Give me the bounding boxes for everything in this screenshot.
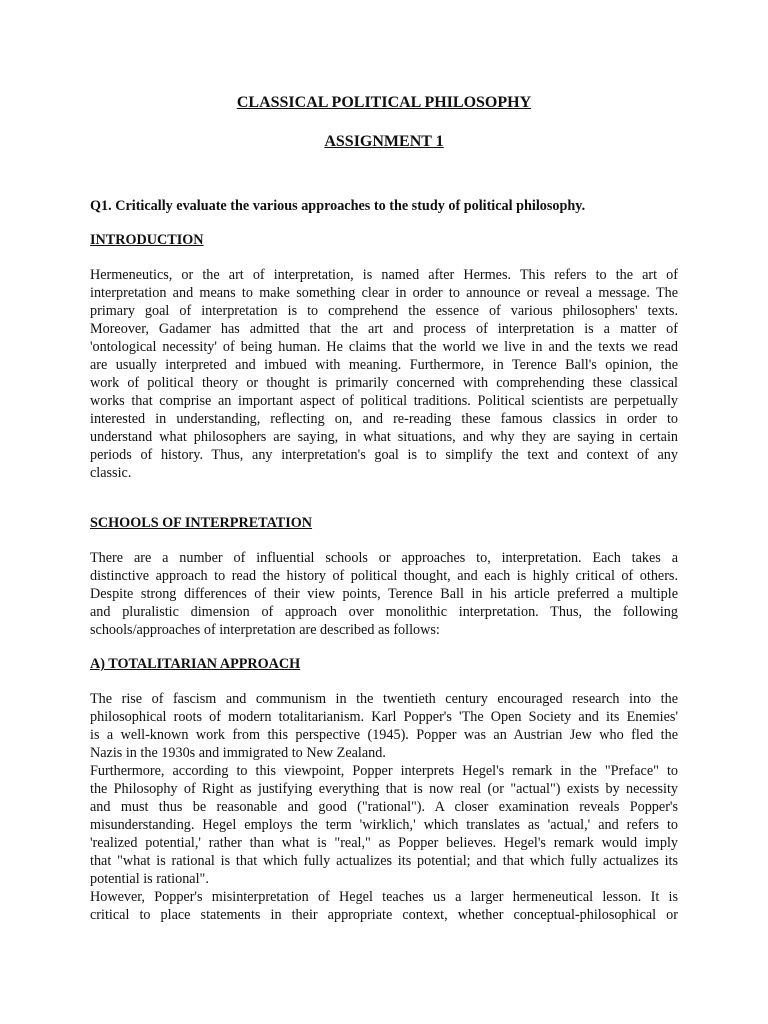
document-title: CLASSICAL POLITICAL PHILOSOPHY [236, 94, 532, 111]
text-line: and pluralistic dimension of approach over monolithic interpretation. Thus, the following [90, 604, 678, 620]
text-line: interested in understanding, reflecting on, and re-reading these famous classics in order to [90, 411, 678, 427]
text-line: that "what is rational is that which fully actualizes its potential; and that which fully actualizes its [90, 853, 678, 869]
text-line: distinctive approach to read the history of political thought, and each is highly critical of others. [90, 568, 678, 584]
question-text: Q1. Critically evaluate the various approaches to the study of political philosophy. [90, 198, 586, 214]
section-heading-totalitarian: A) TOTALITARIAN APPROACH [90, 656, 301, 672]
text-line: understand what philosophers are saying, in what situations, and why they are saying in certain [90, 429, 678, 445]
text-line: The rise of fascism and communism in the twentieth century encouraged research into the [90, 691, 678, 707]
paragraph-totalitarian [90, 690, 678, 924]
text-line: are usually interpreted and imbued with meaning. Furthermore, in Terence Ball's opinion, the [90, 357, 678, 373]
section-heading-schools: SCHOOLS OF INTERPRETATION [90, 515, 313, 531]
text-line: 'ontological necessity' of being human. He claims that the world we live in and the texts we read [90, 339, 678, 355]
text-line: classic. [90, 465, 132, 481]
text-line: the Philosophy of Right as justifying everything that is now real (or "actual") exists by necessity [90, 781, 678, 797]
text-line: schools/approaches of interpretation are described as follows: [90, 622, 440, 638]
text-line: potential is rational". [90, 871, 209, 887]
text-line: critical to place statements in their appropriate context, whether conceptual-philosophical or [90, 907, 678, 923]
text-line: philosophical roots of modern totalitarianism. Karl Popper's 'The Open Society and its Enemies' [90, 709, 678, 725]
text-line: and must thus be reasonable and good ("rational"). A closer examination reveals Popper's [90, 799, 678, 815]
paragraph-introduction [90, 266, 678, 482]
paragraph-schools [90, 549, 678, 639]
text-line: However, Popper's misinterpretation of Hegel teaches us a larger hermeneutical lesson. It is [90, 889, 678, 905]
section-heading-introduction: INTRODUCTION [90, 232, 204, 248]
assignment-title: ASSIGNMENT 1 [324, 133, 444, 150]
text-line: is a well-known work from this perspective (1945). Popper was an Austrian Jew who fled the [90, 727, 678, 743]
text-line: periods of history. Thus, any interpretation's goal is to simplify the text and context of any [90, 447, 678, 463]
text-line: Furthermore, according to this viewpoint, Popper interprets Hegel's remark in the "Preface" to [90, 763, 678, 779]
text-line: Nazis in the 1930s and immigrated to New Zealand. [90, 745, 386, 761]
text-line: 'realized potential,' rather than what is "real," as Popper believes. Hegel's remark would imply [90, 835, 678, 851]
text-line: works that comprise an important aspect of political traditions. Political scientists are perpetually [90, 393, 678, 409]
text-line: Despite strong differences of their view points, Terence Ball in his article preferred a multiple [90, 586, 678, 602]
text-line: misunderstanding. Hegel employs the term 'wirklich,' which translates as 'actual,' and refers to [90, 817, 678, 833]
text-line: There are a number of influential schools or approaches to, interpretation. Each takes a [90, 550, 678, 566]
text-line: work of political theory or thought is primarily concerned with comprehending these classical [90, 375, 678, 391]
text-line: primary goal of interpretation is to comprehend the essence of various philosophers' texts. [90, 303, 678, 319]
text-line: interpretation and means to make something clear in order to announce or reveal a message. The [90, 285, 678, 301]
text-line: Moreover, Gadamer has admitted that the art and process of interpretation is a matter of [90, 321, 678, 337]
text-line: Hermeneutics, or the art of interpretation, is named after Hermes. This refers to the art of [90, 267, 678, 283]
